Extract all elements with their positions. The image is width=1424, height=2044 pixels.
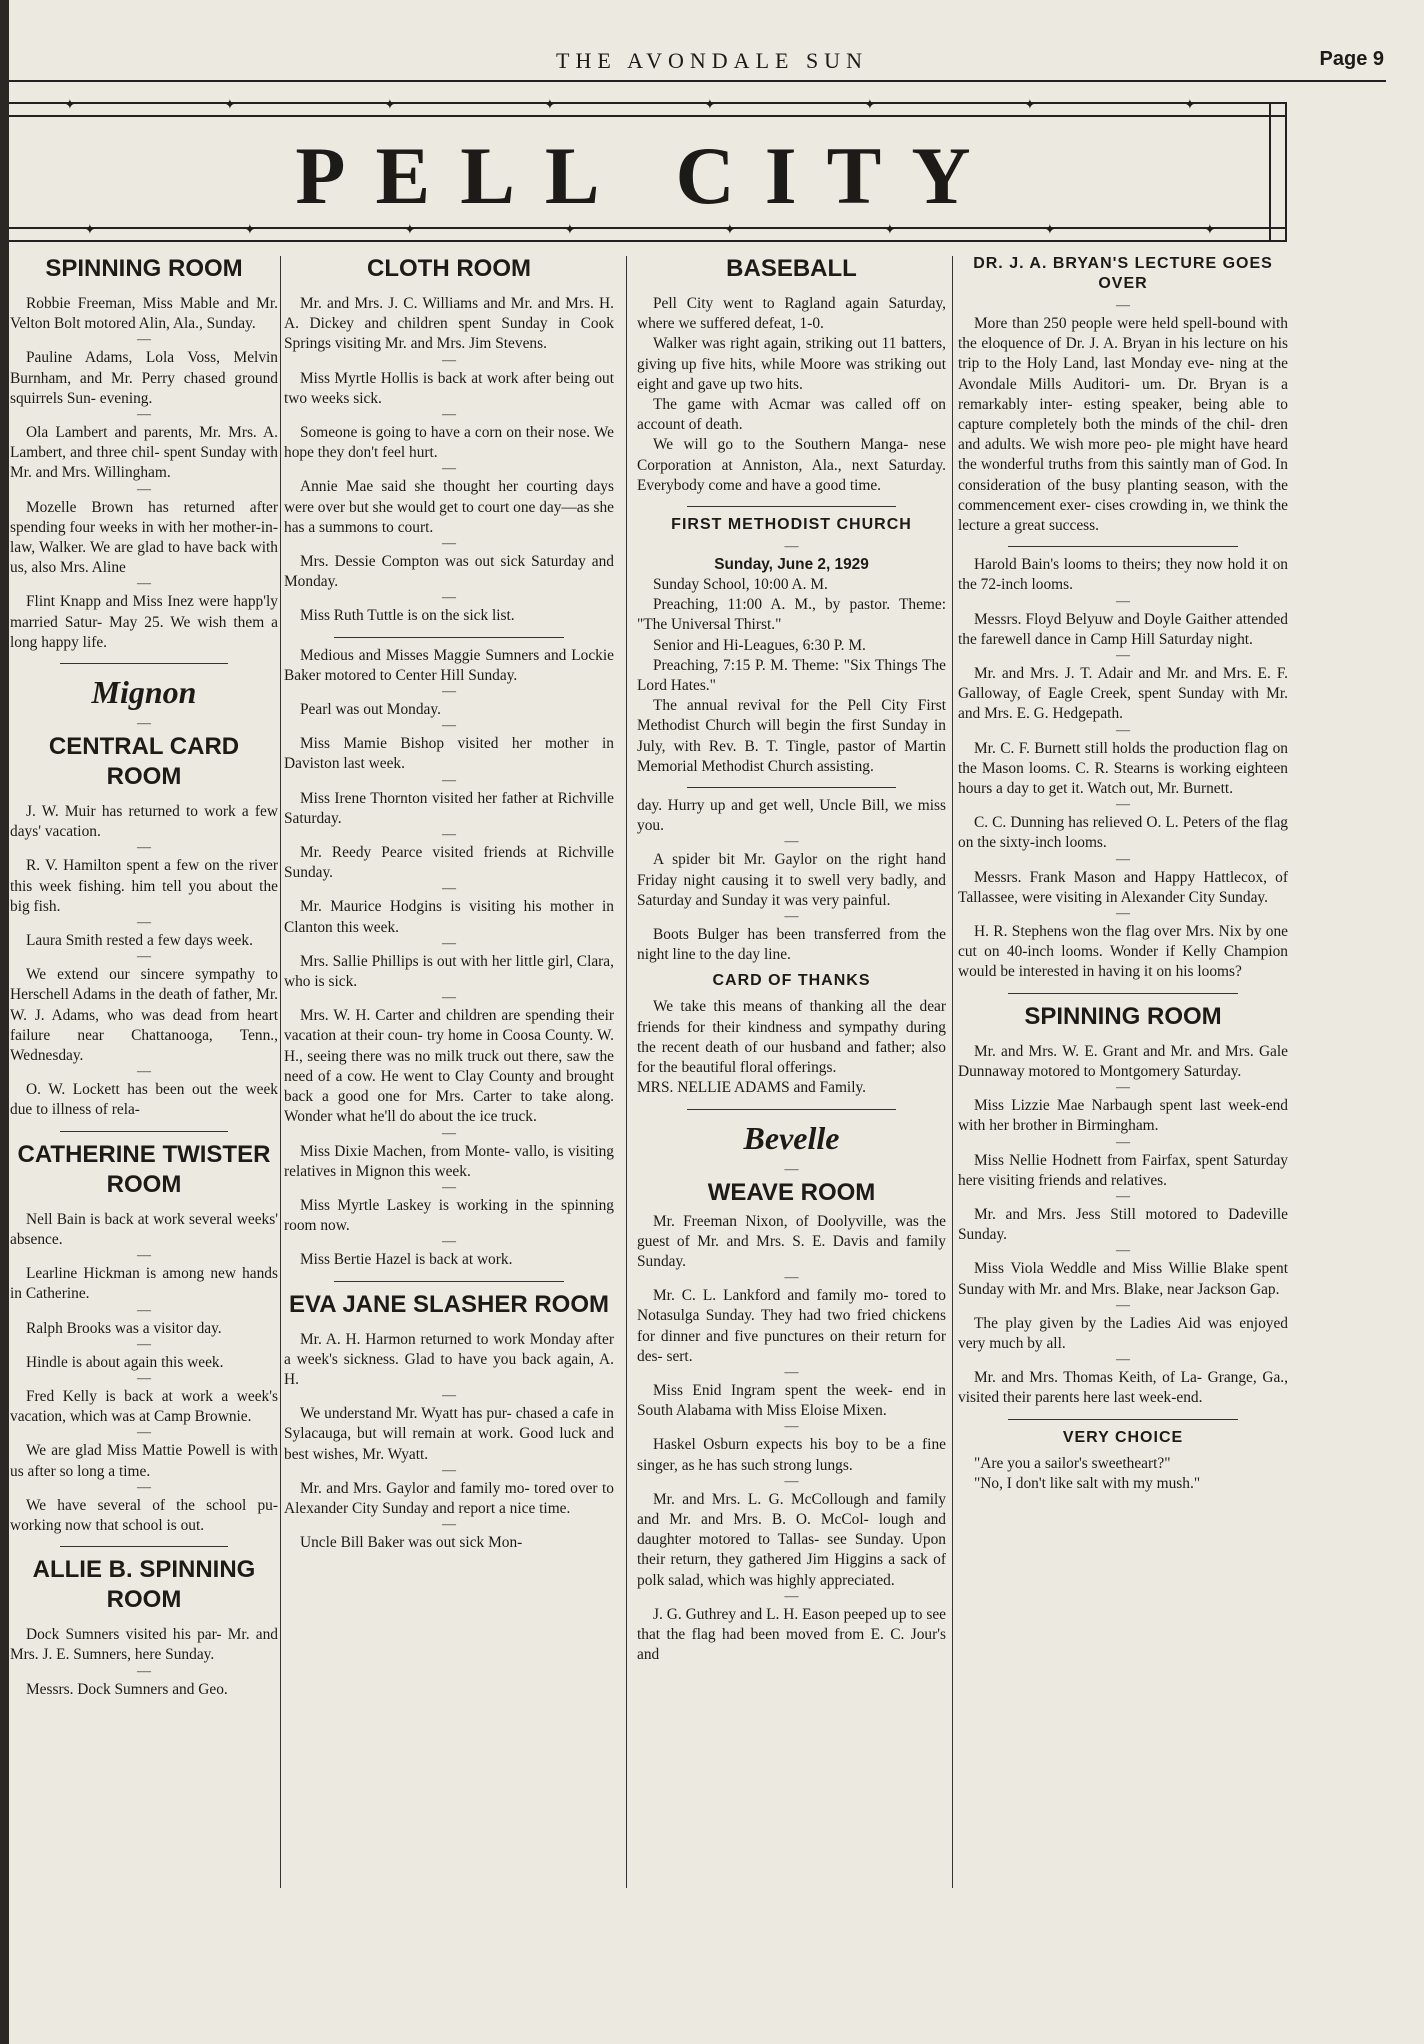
- item-separator: —: [1116, 1080, 1130, 1096]
- item-separator: —: [1116, 722, 1130, 738]
- news-item: Learline Hickman is among new hands in Catherine.: [10, 1265, 278, 1303]
- news-item: We extend our sincere sympathy to Herschell Adams in the death of father, Mr. W. J. Adams, who was dead from heart failure near Chattanooga, Tenn., Wednesday.: [10, 966, 278, 1065]
- item-separator: —: [784, 1419, 799, 1435]
- item-separator: —: [442, 827, 456, 843]
- item-separator: —: [784, 1473, 799, 1489]
- item-separator: —: [784, 1364, 799, 1380]
- news-item: Dock Sumners visited his par- Mr. and Mrs. J. E. Sumners, here Sunday.: [10, 1626, 278, 1664]
- item-separator: —: [784, 1161, 799, 1177]
- news-item: The game with Acmar was called off on account of death.: [637, 396, 946, 434]
- news-item: Mr. A. H. Harmon returned to work Monday after a week's sickness. Glad to have you back again, A. H.: [284, 1330, 614, 1388]
- news-item: Pauline Adams, Lola Voss, Melvin Burnham, and Mr. Perry chased ground squirrels Sun- evening.: [10, 349, 278, 407]
- item-separator: —: [1116, 906, 1130, 922]
- news-item: Miss Enid Ingram spent the week- end in South Alabama with Miss Eloise Mixen.: [637, 1381, 946, 1420]
- section-heading: FIRST METHODIST CHURCH: [671, 516, 912, 534]
- item-separator: —: [442, 935, 456, 951]
- news-item: A spider bit Mr. Gaylor on the right hand Friday night causing it to swell very badly, and Saturday and Sunday it was very painful.: [637, 851, 946, 909]
- news-item: Robbie Freeman, Miss Mable and Mr. Velton Bolt motored Alin, Ala., Sunday.: [10, 295, 278, 333]
- news-item: Mrs. W. H. Carter and children are spending their vacation at their coun- try home in Coosa County. W. H., seeing there was no milk truck out there, saw the need of a cow. He went to Clay County and brought back a good one for Mrs. Carter to take along. Wonder what he'll do about the ice truck.: [284, 1007, 614, 1126]
- item-separator: —: [442, 718, 456, 734]
- section-rule: [60, 1546, 228, 1547]
- item-separator: —: [1116, 593, 1130, 609]
- news-item: Miss Viola Weddle and Miss Willie Blake spent Sunday with Mr. and Mrs. Blake, near Jackson Gap.: [958, 1260, 1288, 1298]
- item-separator: —: [442, 990, 456, 1006]
- news-item: Mrs. Sallie Phillips is out with her little girl, Clara, who is sick.: [284, 952, 614, 991]
- item-separator: —: [1116, 851, 1130, 867]
- item-separator: —: [442, 1517, 456, 1533]
- section-rule: [1008, 993, 1238, 994]
- news-item: H. R. Stephens won the flag over Mrs. Nix by one cut on 40-inch looms. Wonder if Kelly Champion would be interested in having it on his looms?: [958, 923, 1288, 981]
- news-item: Uncle Bill Baker was out sick Mon-: [300, 1534, 523, 1552]
- news-item: Mr. and Mrs. Gaylor and family mo- tored over to Alexander City Sunday and report a nice time.: [284, 1479, 614, 1517]
- thanks-signature: MRS. NELLIE ADAMS and Family.: [637, 1079, 867, 1097]
- news-item: Mr. and Mrs. J. C. Williams and Mr. and Mrs. H. A. Dickey and children spent Sunday in Cook Springs visiting Mr. and Mrs. Jim Stevens.: [284, 295, 614, 353]
- news-item: Mr. and Mrs. Jess Still motored to Dadeville Sunday.: [958, 1205, 1288, 1244]
- item-separator: —: [1116, 1243, 1130, 1259]
- item-separator: —: [137, 1425, 151, 1441]
- lecture-text: More than 250 people were held spell-bound with the eloquence of Dr. J. A. Bryan in his lecture on his trip to the Holy Land, last Monday eve- ning at the Avondale Mills Auditori- um. Dr. Bryan is a remarkably inter- esting speaker, being able to capture completely both the minds of the chil- dren and adults. We wish more peo- ple might have heard the wonderful truths from this saintly man of God. In consideration of the busy planting season, with the commencement exer- cises crowding in, we think the lecture a great success.: [958, 315, 1288, 535]
- news-item: C. C. Dunning has relieved O. L. Peters of the flag on the sixty-inch looms.: [958, 814, 1288, 852]
- column-1: [10, 254, 278, 1894]
- news-item: J. W. Muir has returned to work a few days' vacation.: [10, 803, 278, 841]
- item-separator: —: [1116, 797, 1130, 813]
- news-item: We understand Mr. Wyatt has pur- chased a cafe in Sylacauga, but will remain at work. Good luck and best wishes, Mr. Wyatt.: [284, 1405, 614, 1463]
- church-line: Preaching, 11:00 A. M., by pastor. Theme: "The Universal Thirst.": [637, 596, 946, 634]
- section-heading: CLOTH ROOM: [367, 255, 531, 282]
- news-item: Medious and Misses Maggie Sumners and Lockie Baker motored to Center Hill Sunday.: [284, 646, 614, 684]
- column-rule: [952, 256, 953, 1888]
- banner-title: PELL CITY: [295, 130, 1001, 221]
- news-item: Ralph Brooks was a visitor day.: [26, 1319, 222, 1337]
- news-item: We are glad Miss Mattie Powell is with us after so long a time.: [10, 1442, 278, 1480]
- column-3: [637, 254, 946, 1894]
- banner-end-cap: [1269, 102, 1287, 242]
- news-item: Messrs. Floyd Belyuw and Doyle Gaither attended the farewell dance in Camp Hill Saturday night.: [958, 610, 1288, 648]
- village-heading: Bevelle: [743, 1119, 840, 1156]
- section-rule: [1008, 546, 1238, 547]
- section-rule: [687, 1109, 896, 1110]
- news-item: Flint Knapp and Miss Inez were happ'ly married Satur- May 25. We wish them a long happy life.: [10, 593, 278, 651]
- item-separator: —: [442, 352, 456, 368]
- joke-answer: "No, I don't like salt with my mush.": [974, 1474, 1201, 1492]
- section-heading: SPINNING ROOM: [1024, 1002, 1222, 1030]
- news-item: Mr. C. L. Lankford and family mo- tored to Notasulga Sunday. They had two fried chickens for dinner and five punctures on their return for des- sert.: [637, 1287, 946, 1365]
- item-separator: —: [137, 481, 151, 497]
- news-item: Miss Irene Thornton visited her father at Richville Saturday.: [284, 789, 614, 827]
- item-separator: —: [442, 1125, 456, 1141]
- news-item: Ola Lambert and parents, Mr. Mrs. A. Lambert, and three chil- spent Sunday with Mr. and Mrs. Willingham.: [10, 424, 278, 482]
- item-separator: —: [137, 332, 151, 348]
- item-separator: —: [137, 716, 151, 732]
- news-item: Messrs. Dock Sumners and Geo.: [26, 1680, 228, 1698]
- news-item: Mr. and Mrs. L. G. McCollough and family and Mr. and Mrs. B. O. McCol- lough and daughter motored to Tallas- see Sunday. Upon their return, they gathered Jim Higgins a sack of polk salad, which was highly appreciated.: [637, 1490, 946, 1589]
- section-rule: [687, 506, 896, 507]
- news-item: day. Hurry up and get well, Uncle Bill, we miss you.: [637, 797, 946, 835]
- news-item: Mr. Freeman Nixon, of Doolyville, was the guest of Mr. and Mrs. S. E. Davis and family Sunday.: [637, 1212, 946, 1270]
- section-rule: [334, 1281, 564, 1282]
- church-date: Sunday, June 2, 1929: [714, 556, 869, 574]
- news-item: Mr. and Mrs. W. E. Grant and Mr. and Mrs. Gale Dunnaway motored to Montgomery Saturday.: [958, 1042, 1288, 1080]
- item-separator: —: [442, 1234, 456, 1250]
- page-number: Page 9: [1319, 48, 1384, 70]
- column-rule: [280, 256, 281, 1888]
- item-separator: —: [784, 1588, 799, 1604]
- section-rule: [334, 637, 564, 638]
- news-item: Harold Bain's looms to theirs; they now hold it on the 72-inch looms.: [958, 556, 1288, 594]
- news-item: Mr. and Mrs. Thomas Keith, of La- Grange, Ga., visited their parents here last week-end.: [958, 1369, 1288, 1407]
- news-item: O. W. Lockett has been out the week due to illness of rela-: [10, 1081, 278, 1119]
- news-item: Nell Bain is back at work several weeks' absence.: [10, 1210, 278, 1248]
- item-separator: —: [137, 1663, 151, 1679]
- item-separator: —: [442, 407, 456, 423]
- section-banner: [9, 98, 1287, 246]
- section-rule: [687, 787, 896, 788]
- news-item: Miss Myrtle Laskey is working in the spinning room now.: [284, 1196, 614, 1235]
- item-separator: —: [1116, 298, 1130, 313]
- item-separator: —: [137, 915, 151, 931]
- item-separator: —: [137, 1336, 151, 1352]
- item-separator: —: [137, 1064, 151, 1080]
- news-item: Miss Lizzie Mae Narbaugh spent last week-end with her brother in Birmingham.: [958, 1097, 1288, 1135]
- page-header: [0, 44, 1424, 84]
- church-line: Preaching, 7:15 P. M. Theme: "Six Things The Lord Hates.": [637, 656, 946, 695]
- column-4: [958, 254, 1288, 1894]
- column-2: [284, 254, 614, 1894]
- village-heading: Mignon: [91, 674, 197, 711]
- section-heading: CATHERINE TWISTER ROOM: [17, 1140, 271, 1198]
- page-left-edge: [0, 0, 9, 2044]
- header-rule: [9, 80, 1386, 82]
- news-item: Miss Mamie Bishop visited her mother in Daviston last week.: [284, 735, 614, 773]
- church-line: Sunday School, 10:00 A. M.: [653, 576, 828, 594]
- banner-bottom-band: ✦ ✦ ✦ ✦ ✦ ✦ ✦ ✦: [9, 227, 1287, 242]
- news-item: Mr. C. F. Burnett still holds the production flag on the Mason looms. C. R. Stearns is working eighteen hours a day to get it. Watch out, Mr. Burnett.: [958, 739, 1288, 798]
- joke-question: "Are you a sailor's sweetheart?": [974, 1454, 1171, 1472]
- section-heading: EVA JANE SLASHER ROOM: [288, 1290, 610, 1318]
- section-rule: [1008, 1419, 1238, 1420]
- news-item: Mozelle Brown has returned after spending four weeks in with her mother-in-law, Walker. We are glad to have back with us, also Mrs. Aline: [10, 498, 278, 577]
- item-separator: —: [137, 1479, 151, 1495]
- item-separator: —: [784, 1270, 799, 1286]
- section-rule: [60, 663, 228, 664]
- section-heading: SPINNING ROOM: [45, 255, 243, 282]
- item-separator: —: [442, 1462, 456, 1478]
- item-separator: —: [1116, 1188, 1130, 1204]
- section-rule: [60, 1131, 228, 1132]
- news-item: Mrs. Dessie Compton was out sick Saturday and Monday.: [284, 553, 614, 591]
- news-item: Walker was right again, striking out 11 batters, giving up five hits, while Moore was striking out eight and gave up two hits.: [637, 335, 946, 393]
- item-separator: —: [784, 834, 799, 850]
- news-item: Messrs. Frank Mason and Happy Hattlecox, of Tallassee, were visiting in Alexander City Sunday.: [958, 868, 1288, 906]
- item-separator: —: [137, 1248, 151, 1264]
- item-separator: —: [442, 881, 456, 897]
- news-item: Mr. and Mrs. J. T. Adair and Mr. and Mrs. E. F. Galloway, of Eagle Creek, spent Sunday with Mr. and Mrs. E. G. Hedgepath.: [958, 665, 1288, 723]
- section-heading: ALLIE B. SPINNING ROOM: [32, 1556, 256, 1614]
- section-heading: CENTRAL CARD ROOM: [48, 733, 240, 791]
- church-line: The annual revival for the Pell City First Methodist Church will begin the first Sunday in July, with Rev. B. T. Tingle, pastor of Martin Memorial Methodist Church assisting.: [637, 697, 946, 775]
- news-item: Boots Bulger has been transferred from the night line to the day line.: [637, 926, 946, 964]
- item-separator: —: [442, 590, 456, 606]
- news-item: Laura Smith rested a few days week.: [26, 932, 253, 950]
- news-item: Hindle is about again this week.: [26, 1353, 224, 1371]
- church-line: Senior and Hi-Leagues, 6:30 P. M.: [653, 636, 866, 654]
- item-separator: —: [442, 772, 456, 788]
- item-separator: —: [1116, 1134, 1130, 1150]
- news-item: Fred Kelly is back at work a week's vacation, which was at Camp Brownie.: [10, 1387, 278, 1426]
- news-item: We will go to the Southern Manga- nese Corporation at Anniston, Ala., next Saturday. Everybody come and have a good time.: [637, 436, 946, 494]
- item-separator: —: [137, 949, 151, 965]
- news-item: Pell City went to Ragland again Saturday, where we suffered defeat, 1-0.: [637, 295, 946, 333]
- item-separator: —: [442, 536, 456, 552]
- item-separator: —: [137, 407, 151, 423]
- news-item: Miss Nellie Hodnett from Fairfax, spent Saturday here visiting friends and relatives.: [958, 1151, 1288, 1189]
- news-item: We have several of the school pu- working now that school is out.: [10, 1496, 278, 1534]
- news-item: Mr. Reedy Pearce visited friends at Richville Sunday.: [284, 844, 614, 882]
- section-heading: CARD OF THANKS: [712, 972, 871, 990]
- item-separator: —: [1116, 648, 1130, 664]
- news-item: Miss Ruth Tuttle is on the sick list.: [300, 607, 515, 625]
- section-heading: VERY CHOICE: [1062, 1428, 1184, 1446]
- news-item: J. G. Guthrey and L. H. Eason peeped up to see that the flag had been moved from E. C. Jour's and: [637, 1605, 946, 1664]
- news-item: Pearl was out Monday.: [300, 701, 441, 719]
- news-item: Miss Dixie Machen, from Monte- vallo, is visiting relatives in Mignon this week.: [284, 1142, 614, 1180]
- news-item: The play given by the Ladies Aid was enjoyed very much by all.: [958, 1314, 1288, 1352]
- news-item: Miss Myrtle Hollis is back at work after being out two weeks sick.: [284, 369, 614, 407]
- thanks-text: We take this means of thanking all the dear friends for their kindness and sympathy during the recent death of our husband and father; also for the beautiful floral offerings.: [637, 998, 946, 1077]
- item-separator: —: [442, 684, 456, 700]
- news-item: Haskel Osburn expects his boy to be a fine singer, as he has such strong lungs.: [637, 1436, 946, 1474]
- item-separator: —: [784, 539, 799, 555]
- section-heading: BASEBALL: [726, 255, 857, 282]
- section-heading: WEAVE ROOM: [707, 1178, 876, 1206]
- item-separator: —: [137, 576, 151, 592]
- item-separator: —: [442, 1388, 456, 1404]
- banner-top-band: ✦ ✦ ✦ ✦ ✦ ✦ ✦ ✦: [9, 102, 1287, 117]
- item-separator: —: [137, 1370, 151, 1386]
- item-separator: —: [784, 909, 799, 925]
- news-item: Someone is going to have a corn on their nose. We hope they don't feel hurt.: [284, 424, 614, 462]
- item-separator: —: [442, 461, 456, 477]
- section-heading: DR. J. A. BRYAN'S LECTURE GOES OVER: [973, 255, 1273, 292]
- news-item: R. V. Hamilton spent a few on the river this week fishing. him tell you about the big fish.: [10, 857, 278, 915]
- item-separator: —: [137, 1302, 151, 1318]
- item-separator: —: [1116, 1297, 1130, 1313]
- item-separator: —: [1116, 1352, 1130, 1368]
- news-item: Annie Mae said she thought her courting days were over but she would get to court one day—as she has a summons to court.: [284, 478, 614, 536]
- news-item: Mr. Maurice Hodgins is visiting his mother in Clanton this week.: [284, 898, 614, 936]
- newspaper-title: THE AVONDALE SUN: [556, 48, 868, 73]
- column-rule: [626, 256, 627, 1888]
- news-item: Miss Bertie Hazel is back at work.: [300, 1251, 513, 1269]
- item-separator: —: [137, 840, 151, 856]
- item-separator: —: [442, 1179, 456, 1195]
